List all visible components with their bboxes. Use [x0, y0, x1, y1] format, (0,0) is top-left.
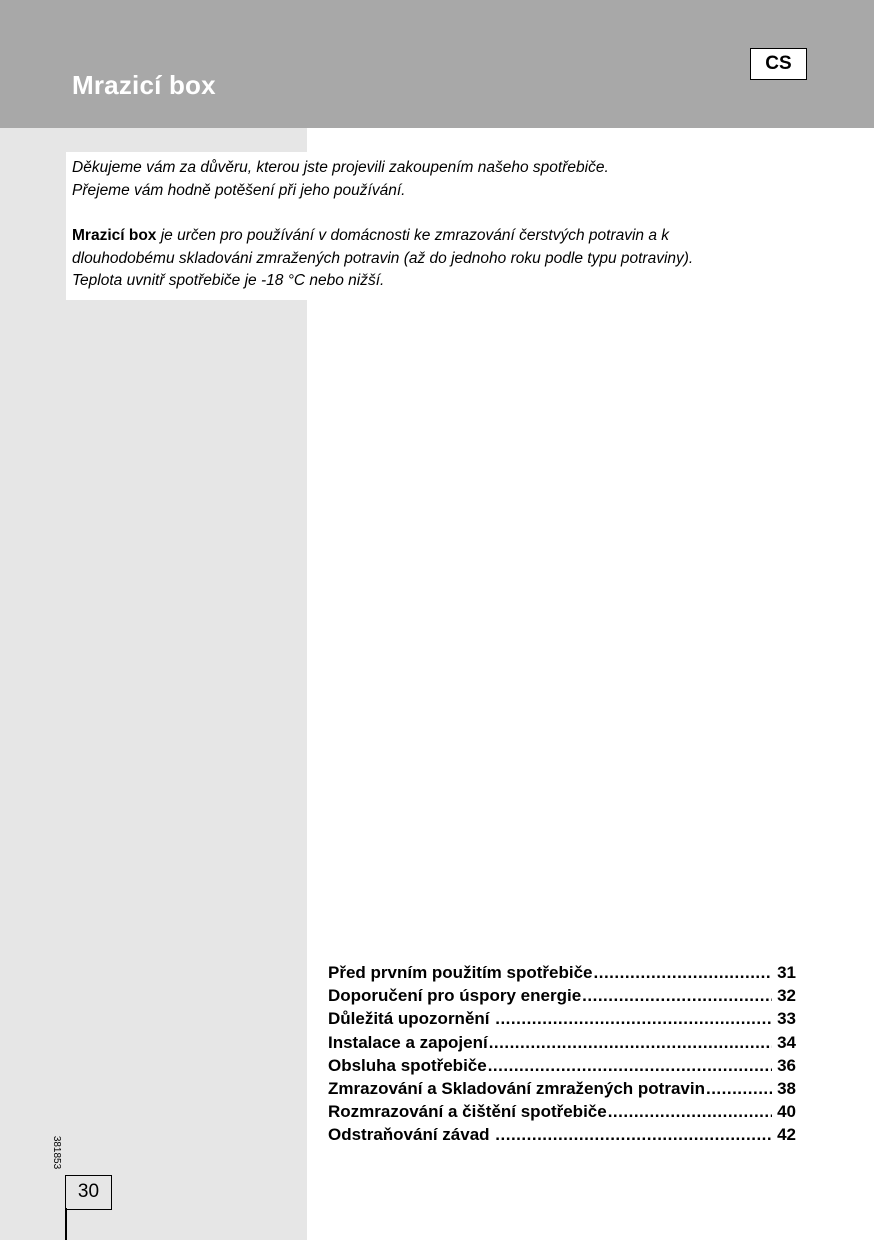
intro-line: dlouhodobému skladováni zmražených potravin (až do jednoho roku podle typu potraviny).	[72, 249, 694, 267]
toc-item-page: 40	[777, 1102, 796, 1122]
table-of-contents	[328, 961, 796, 1147]
toc-item-title: Obsluha spotřebiče	[328, 1055, 487, 1075]
language-badge: CS	[750, 48, 807, 80]
toc-leader-dots	[608, 1100, 772, 1123]
toc-leader-dots	[706, 1077, 772, 1100]
header-bar	[0, 0, 874, 128]
intro-line: Přejeme vám hodně potěšení při jeho používání.	[72, 181, 406, 199]
toc-item-page: 33	[777, 1009, 796, 1029]
toc-item[interactable]	[328, 1100, 796, 1123]
toc-item[interactable]	[328, 1031, 796, 1054]
toc-leader-dots	[495, 1123, 772, 1146]
intro-line: Teplota uvnitř spotřebiče je -18 °C nebo nižší.	[72, 272, 385, 289]
intro-paragraph-thanks	[72, 157, 609, 202]
toc-item-title: Odstraňování závad	[328, 1125, 495, 1145]
toc-item-title: Instalace a zapojení	[328, 1032, 488, 1052]
intro-text-block	[66, 152, 756, 300]
toc-item-title: Rozmrazování a čištění spotřebiče	[328, 1102, 607, 1122]
intro-paragraph-description	[72, 225, 693, 293]
toc-item-title: Před prvním použitím spotřebiče	[328, 963, 593, 982]
toc-leader-dots	[594, 961, 773, 984]
toc-item-page: 31	[777, 963, 796, 982]
toc-item[interactable]	[328, 984, 796, 1007]
toc-item-page: 32	[777, 986, 796, 1006]
toc-leader-dots	[495, 1007, 772, 1030]
toc-item[interactable]	[328, 961, 796, 984]
toc-leader-dots	[582, 984, 772, 1007]
toc-item-title: Zmrazování a Skladování zmražených potravin	[328, 1078, 705, 1098]
toc-item-page: 38	[777, 1078, 796, 1098]
toc-item[interactable]	[328, 1077, 796, 1100]
product-name: Mrazicí box	[72, 227, 157, 244]
page-number: 30	[65, 1175, 112, 1210]
intro-line: je určen pro používání v domácnosti ke zmrazování čerstvých potravin a k	[156, 227, 670, 244]
page-number-rule	[65, 1208, 67, 1240]
toc-item[interactable]	[328, 1007, 796, 1030]
document-code: 381853	[51, 1135, 63, 1170]
toc-item-page: 34	[777, 1032, 796, 1052]
page-title: Mrazicí box	[72, 70, 216, 100]
toc-item-page: 36	[777, 1055, 796, 1075]
toc-leader-dots	[489, 1031, 772, 1054]
toc-item-title: Doporučení pro úspory energie	[328, 986, 582, 1006]
toc-item[interactable]	[328, 1054, 796, 1077]
toc-item-page: 42	[777, 1125, 796, 1145]
intro-line: Děkujeme vám za důvěru, kterou jste projevili zakoupením našeho spotřebiče.	[72, 159, 609, 176]
toc-leader-dots	[488, 1054, 772, 1077]
toc-item-title: Důležitá upozornění	[328, 1009, 495, 1029]
toc-item[interactable]	[328, 1123, 796, 1146]
